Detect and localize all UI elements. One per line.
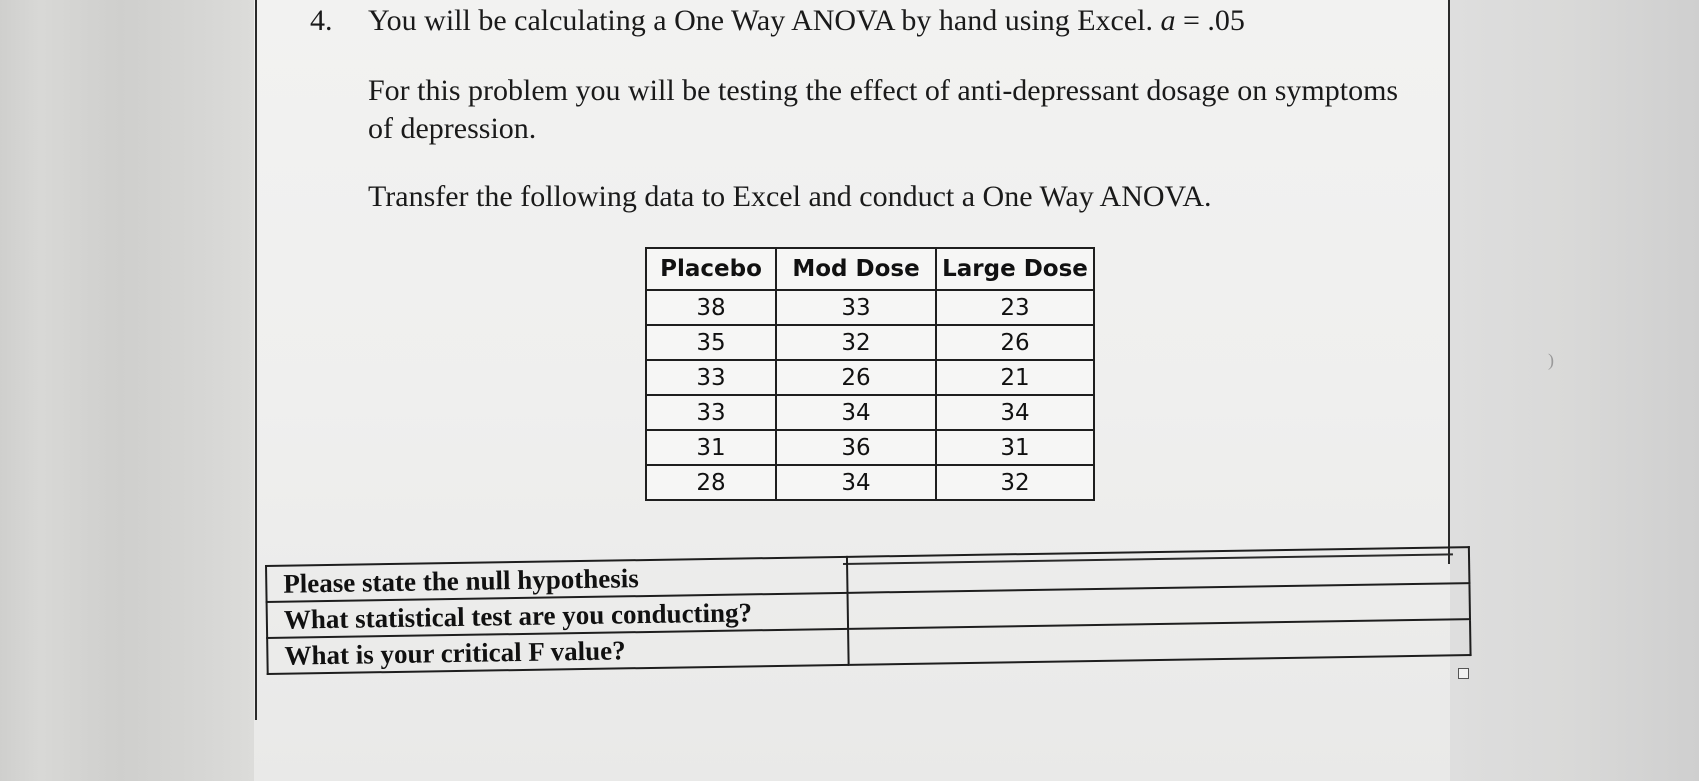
table-row bbox=[646, 325, 1094, 360]
table-row bbox=[646, 430, 1094, 465]
table-cell: 21 bbox=[936, 360, 1094, 395]
table-cell: 32 bbox=[936, 465, 1094, 500]
alpha-value: = .05 bbox=[1183, 4, 1245, 37]
table-cell: 34 bbox=[776, 465, 936, 500]
table-cell: 23 bbox=[936, 290, 1094, 325]
table-cell: 38 bbox=[646, 290, 776, 325]
alpha-symbol: a bbox=[1160, 4, 1176, 37]
data-table-header-row bbox=[646, 248, 1094, 290]
faint-mark: ) bbox=[1548, 350, 1554, 370]
question-critical-f: What is your critical F value? bbox=[267, 629, 848, 674]
question-number: 4. bbox=[310, 4, 333, 37]
header-large-dose: Large Dose bbox=[936, 248, 1094, 290]
question-null-hypothesis: Please state the null hypothesis bbox=[266, 557, 847, 602]
table-row bbox=[646, 465, 1094, 500]
table-cell: 26 bbox=[776, 360, 936, 395]
table-cell: 26 bbox=[936, 325, 1094, 360]
table-cell: 33 bbox=[646, 395, 776, 430]
table-cell: 36 bbox=[776, 430, 936, 465]
table-cell: 28 bbox=[646, 465, 776, 500]
table-cell: 31 bbox=[646, 430, 776, 465]
table-row bbox=[646, 360, 1094, 395]
question-main-text: You will be calculating a One Way ANOVA by hand using Excel. bbox=[368, 4, 1153, 37]
table-cell: 34 bbox=[936, 395, 1094, 430]
question-text bbox=[368, 4, 1245, 38]
question-statistical-test: What statistical test are you conducting? bbox=[267, 593, 848, 638]
table-resize-handle[interactable] bbox=[1458, 668, 1469, 679]
page-border-right bbox=[1448, 0, 1450, 564]
data-table bbox=[645, 247, 1095, 501]
table-row bbox=[646, 395, 1094, 430]
problem-description: For this problem you will be testing the effect of anti-depressant dosage on symptoms of depression. bbox=[368, 74, 1399, 145]
page-border-left bbox=[255, 0, 257, 720]
table-row bbox=[646, 290, 1094, 325]
table-cell: 31 bbox=[936, 430, 1094, 465]
table-cell: 35 bbox=[646, 325, 776, 360]
background-right bbox=[1450, 0, 1699, 781]
table-cell: 32 bbox=[776, 325, 936, 360]
table-cell: 34 bbox=[776, 395, 936, 430]
header-mod-dose: Mod Dose bbox=[776, 248, 936, 290]
table-cell: 33 bbox=[776, 290, 936, 325]
instruction-text: Transfer the following data to Excel and conduct a One Way ANOVA. bbox=[368, 180, 1212, 213]
answer-table bbox=[265, 546, 1472, 675]
table-cell: 33 bbox=[646, 360, 776, 395]
header-placebo: Placebo bbox=[646, 248, 776, 290]
